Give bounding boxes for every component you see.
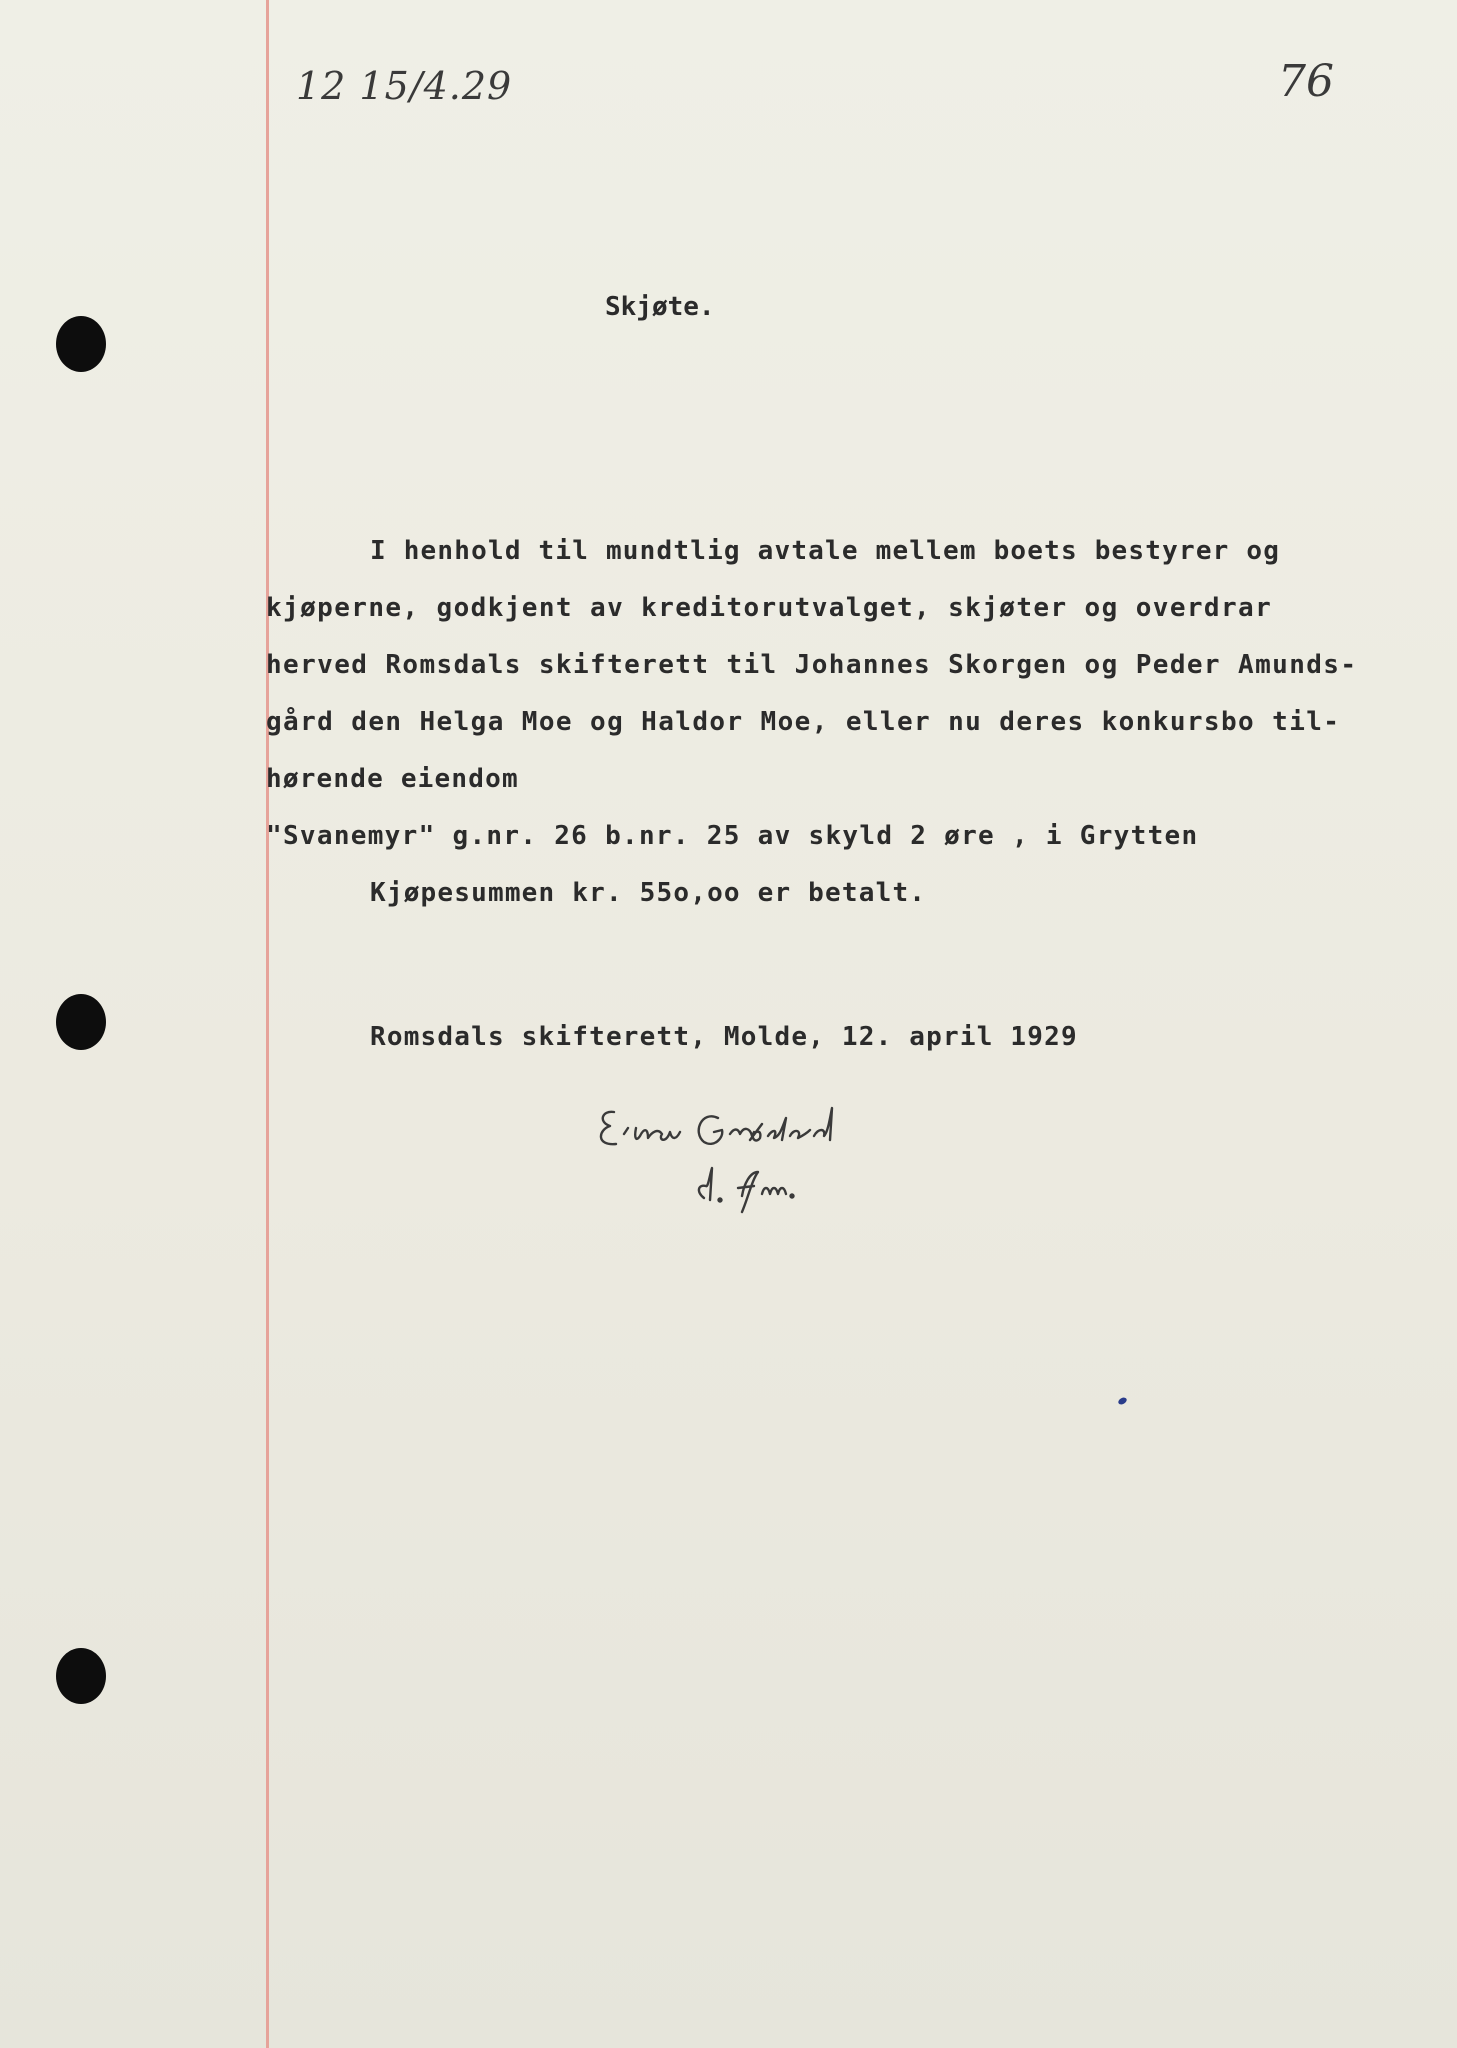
handwritten-signature (592, 1088, 1012, 1218)
handwritten-date: 12 15/4.29 (296, 64, 513, 108)
body-line-6: "Svanemyr" g.nr. 26 b.nr. 25 av skyld 2 øre , i Grytten (266, 821, 1199, 851)
body-line-4: gård den Helga Moe og Haldor Moe, eller nu deres konkursbo til- (266, 707, 1341, 737)
body-line-3: herved Romsdals skifterett til Johannes Skorgen og Peder Amunds- (266, 650, 1358, 680)
body-line-2: kjøperne, godkjent av kreditorutvalget, skjøter og overdrar (266, 593, 1273, 623)
document-title: Skjøte. (605, 292, 715, 322)
punch-hole-top (56, 316, 106, 372)
body-line-7: Kjøpesummen kr. 55o,oo er betalt. (370, 878, 927, 908)
place-date-line: Romsdals skifterett, Molde, 12. april 1929 (370, 1022, 1078, 1052)
margin-rule (266, 0, 269, 2048)
ink-mark (1117, 1396, 1128, 1406)
punch-hole-bottom (56, 1648, 106, 1704)
body-line-1: I henhold til mundtlig avtale mellem boets bestyrer og (370, 536, 1281, 566)
punch-hole-middle (56, 994, 106, 1050)
body-line-5: hørende eiendom (266, 764, 519, 794)
handwritten-page-number: 76 (1278, 56, 1334, 107)
